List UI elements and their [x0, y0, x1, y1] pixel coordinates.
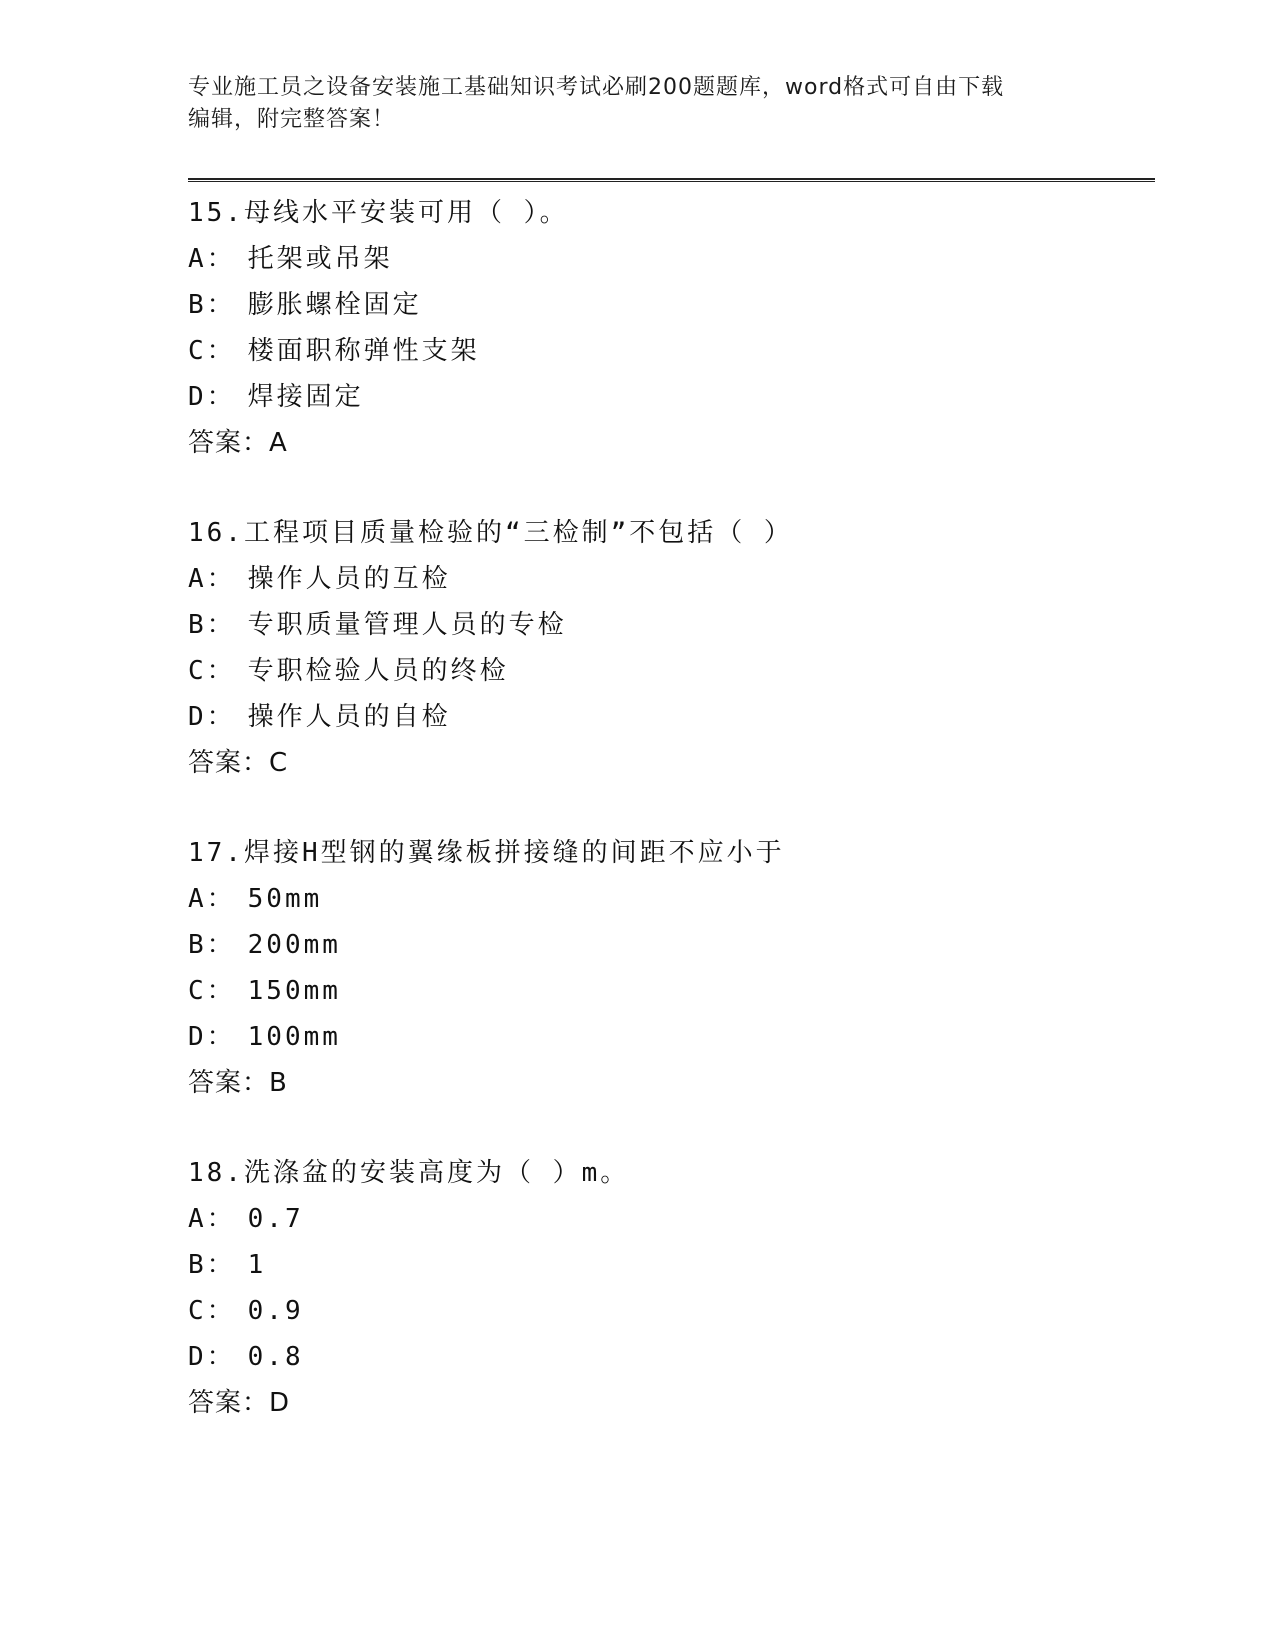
option-letter: D： [188, 1022, 236, 1052]
option-c [188, 648, 1148, 694]
question-15 [188, 190, 1148, 510]
option-d [188, 374, 1148, 420]
header-title-line2: 编辑，附完整答案！ [188, 107, 396, 132]
answer-value: A [269, 428, 288, 458]
option-text: 托架或吊架 [247, 244, 393, 274]
option-b [188, 922, 1148, 968]
option-letter: B： [188, 610, 236, 640]
question-17 [188, 830, 1148, 1150]
answer-line [188, 1060, 1148, 1106]
option-b [188, 602, 1148, 648]
document-header [188, 72, 1068, 136]
option-text: 膨胀螺栓固定 [247, 290, 422, 320]
option-text: 50mm [247, 884, 323, 914]
option-letter: A： [188, 1204, 236, 1234]
option-letter: C： [188, 1296, 236, 1326]
header-title-line1: 专业施工员之设备安装施工基础知识考试必刷200题题库，word格式可自由下载 [188, 75, 1005, 100]
option-letter: C： [188, 336, 236, 366]
option-text: 操作人员的互检 [247, 564, 451, 594]
option-text: 0.9 [247, 1296, 304, 1326]
option-letter: C： [188, 656, 236, 686]
answer-line [188, 1380, 1148, 1426]
option-c [188, 1288, 1148, 1334]
option-letter: A： [188, 244, 236, 274]
answer-value: B [269, 1068, 288, 1098]
option-text: 专职质量管理人员的专检 [247, 610, 567, 640]
option-a [188, 876, 1148, 922]
answer-line [188, 420, 1148, 466]
option-a [188, 1196, 1148, 1242]
option-text: 操作人员的自检 [247, 702, 451, 732]
option-letter: D： [188, 382, 236, 412]
question-list [188, 190, 1148, 1470]
option-letter: B： [188, 930, 236, 960]
option-letter: D： [188, 702, 236, 732]
option-b [188, 282, 1148, 328]
option-letter: C： [188, 976, 236, 1006]
question-stem: 18.洗涤盆的安装高度为（ ）m。 [188, 1158, 630, 1188]
option-d [188, 1334, 1148, 1380]
option-text: 1 [247, 1250, 267, 1280]
option-text: 焊接固定 [247, 382, 364, 412]
option-a [188, 236, 1148, 282]
option-d [188, 694, 1148, 740]
option-text: 楼面职称弹性支架 [247, 336, 480, 366]
option-letter: D： [188, 1342, 236, 1372]
question-16 [188, 510, 1148, 830]
answer-label: 答案： [188, 748, 270, 778]
option-text: 0.7 [247, 1204, 304, 1234]
question-stem: 15.母线水平安装可用（ ）。 [188, 198, 569, 228]
option-text: 200mm [247, 930, 341, 960]
option-letter: A： [188, 884, 236, 914]
question-stem: 17.焊接H型钢的翼缘板拼接缝的间距不应小于 [188, 838, 785, 868]
question-18 [188, 1150, 1148, 1470]
option-letter: B： [188, 1250, 236, 1280]
option-text: 100mm [247, 1022, 341, 1052]
option-text: 0.8 [247, 1342, 304, 1372]
option-letter: A： [188, 564, 236, 594]
question-stem: 16.工程项目质量检验的“三检制”不包括（ ） [188, 518, 793, 548]
answer-label: 答案： [188, 1068, 270, 1098]
option-a [188, 556, 1148, 602]
option-b [188, 1242, 1148, 1288]
option-text: 150mm [247, 976, 341, 1006]
answer-label: 答案： [188, 428, 270, 458]
answer-line [188, 740, 1148, 786]
answer-value: C [269, 748, 289, 778]
option-c [188, 968, 1148, 1014]
option-text: 专职检验人员的终检 [247, 656, 509, 686]
answer-value: D [269, 1388, 291, 1418]
header-divider [188, 178, 1155, 182]
option-letter: B： [188, 290, 236, 320]
answer-label: 答案： [188, 1388, 270, 1418]
option-d [188, 1014, 1148, 1060]
option-c [188, 328, 1148, 374]
